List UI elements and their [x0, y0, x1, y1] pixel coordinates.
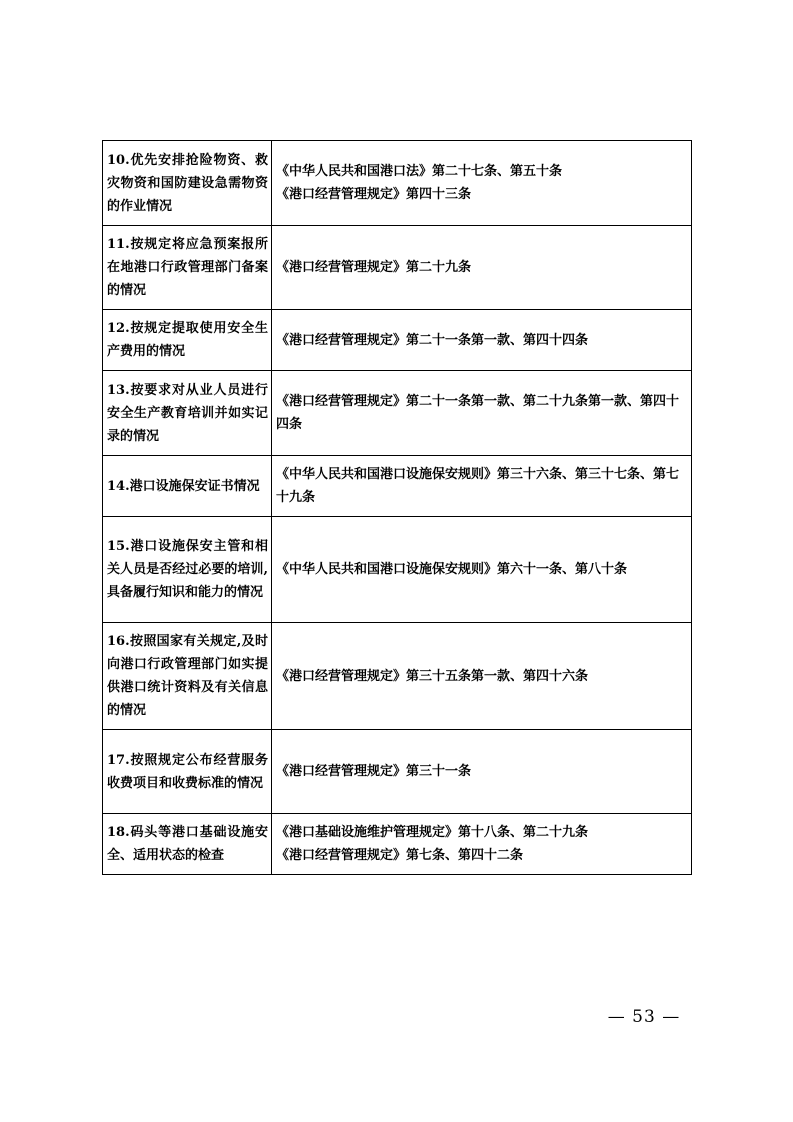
basis-line: 《港口经营管理规定》第三十五条第一款、第四十六条: [276, 668, 589, 684]
table-row: [103, 226, 692, 310]
item-cell: 11.按规定将应急预案报所在地港口行政管理部门备案的情况: [103, 226, 272, 310]
item-cell: 15.港口设施保安主管和相关人员是否经过必要的培训,具备履行知识和能力的情况: [103, 517, 272, 623]
basis-line: 《港口经营管理规定》第三十一条: [276, 764, 472, 779]
basis-line: 《港口经营管理规定》第二十九条: [276, 260, 472, 275]
basis-line: 《中华人民共和国港口设施保安规则》第三十六条、第三十七条、第七十九条: [276, 467, 680, 505]
basis-cell: [272, 371, 692, 456]
basis-cell: [272, 456, 692, 517]
table-row: [103, 623, 692, 730]
table-row: [103, 456, 692, 517]
item-cell: 18.码头等港口基础设施安全、适用状态的检查: [103, 814, 272, 875]
basis-line: 《港口经营管理规定》第二十一条第一款、第二十九条第一款、第四十四条: [276, 394, 680, 432]
table-row: [103, 730, 692, 814]
basis-cell: [272, 226, 692, 310]
page-number: — 53 —: [607, 1007, 681, 1027]
basis-line: 《港口基础设施维护管理规定》第十八条、第二十九条: [276, 825, 589, 840]
inspection-table: [102, 140, 692, 875]
item-cell: 12.按规定提取使用安全生产费用的情况: [103, 310, 272, 371]
basis-cell: [272, 730, 692, 814]
item-cell: 17.按照规定公布经营服务收费项目和收费标准的情况: [103, 730, 272, 814]
basis-cell: [272, 141, 692, 226]
table-row: [103, 814, 692, 875]
table-row: [103, 371, 692, 456]
basis-line: 《港口经营管理规定》第四十三条: [276, 187, 472, 202]
basis-line: 《中华人民共和国港口设施保安规则》第六十一条、第八十条: [276, 562, 628, 577]
item-cell: 16.按照国家有关规定,及时向港口行政管理部门如实提供港口统计资料及有关信息的情况: [103, 623, 272, 730]
table-row: [103, 517, 692, 623]
basis-cell: [272, 623, 692, 730]
table-row: [103, 141, 692, 226]
item-cell: 14.港口设施保安证书情况: [103, 456, 272, 517]
basis-cell: [272, 310, 692, 371]
table-row: [103, 310, 692, 371]
basis-line: 《港口经营管理规定》第二十一条第一款、第四十四条: [276, 332, 589, 348]
basis-line: 《中华人民共和国港口法》第二十七条、第五十条: [276, 164, 563, 179]
basis-cell: [272, 814, 692, 875]
item-cell: 10.优先安排抢险物资、救灾物资和国防建设急需物资的作业情况: [103, 141, 272, 226]
basis-cell: [272, 517, 692, 623]
basis-line: 《港口经营管理规定》第七条、第四十二条: [276, 848, 524, 863]
item-cell: 13.按要求对从业人员进行安全生产教育培训并如实记录的情况: [103, 371, 272, 456]
